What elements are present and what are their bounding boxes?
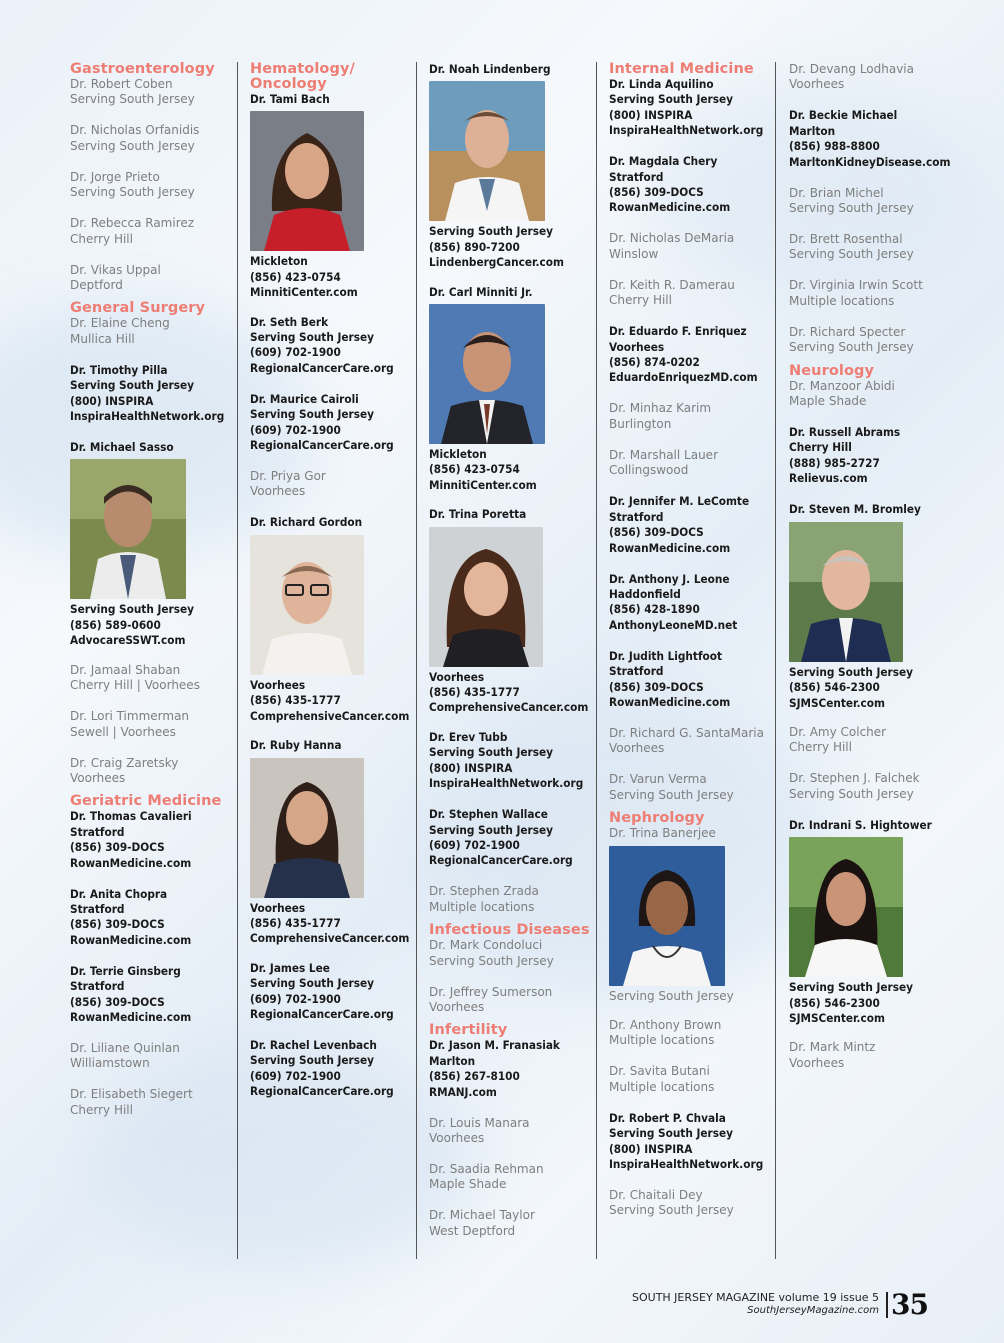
doctor-name: Dr. Seth Berk (250, 314, 329, 329)
doctor-phone: (800) INSPIRA (609, 107, 693, 122)
doctor-location: Voorhees (609, 339, 665, 354)
doctor-location: Serving South Jersey (250, 976, 374, 991)
doctor-name: Dr. Elaine Cheng (70, 316, 170, 331)
column-divider (775, 62, 776, 1259)
doctor-website: RegionalCancerCare.org (250, 1084, 394, 1099)
doctor-name: Dr. Craig Zaretsky (70, 755, 179, 770)
column-divider (596, 62, 597, 1259)
doctor-name: Dr. Savita Butani (609, 1064, 710, 1079)
doctor-location: Serving South Jersey (609, 92, 733, 107)
doctor-name: Dr. Anita Chopra (70, 886, 168, 901)
doctor-location: Voorhees (609, 741, 665, 756)
doctor-location: Serving South Jersey (789, 980, 913, 995)
doctor-website: EduardoEnriquezMD.com (609, 370, 758, 385)
doctor-listing (429, 807, 594, 869)
doctor-phone: (856) 546-2300 (789, 995, 880, 1010)
doctor-location: Cherry Hill (789, 740, 852, 755)
doctor-phone: (609) 702-1900 (250, 422, 341, 437)
doctor-name: Dr. Liliane Quinlan (70, 1040, 180, 1055)
doctor-name: Dr. Minhaz Karim (609, 401, 712, 416)
doctor-listing (789, 379, 989, 410)
doctor-listing (70, 440, 230, 649)
doctor-listing (789, 725, 989, 756)
doctor-listing (609, 649, 774, 711)
doctor-phone: (856) 309-DOCS (609, 525, 704, 540)
doctor-website: MinnitiCenter.com (250, 285, 358, 300)
doctor-photo (250, 111, 364, 251)
doctor-phone: (856) 309-DOCS (609, 185, 704, 200)
doctor-name: Dr. Varun Verma (609, 772, 707, 787)
doctor-listing (789, 232, 989, 263)
doctor-location: Serving South Jersey (609, 1203, 734, 1218)
doctor-listing (789, 325, 989, 356)
doctor-listing (789, 186, 989, 217)
doctor-location: Serving South Jersey (789, 786, 914, 801)
doctor-location: West Deptford (429, 1223, 516, 1238)
doctor-listing (609, 1111, 774, 1173)
section-heading-line: Hematology/ (250, 61, 355, 77)
doctor-listing (250, 1038, 420, 1100)
column-1 (70, 62, 230, 1134)
doctor-listing (70, 1041, 230, 1072)
footer-masthead (632, 1291, 879, 1304)
section-heading-neurology: Neurology (789, 362, 875, 379)
page-number-divider (886, 1292, 888, 1318)
doctor-location: Serving South Jersey (429, 745, 553, 760)
column-4 (609, 62, 774, 1234)
doctor-phone: (856) 435-1777 (250, 915, 341, 930)
doctor-location: Serving South Jersey (789, 247, 914, 262)
doctor-listing (789, 502, 989, 711)
doctor-name: Dr. Michael Taylor (429, 1208, 535, 1223)
doctor-website: RowanMedicine.com (70, 1009, 192, 1024)
doctor-listing (609, 772, 774, 803)
doctor-name: Dr. Trina Banerjee (609, 826, 716, 841)
doctor-listing (609, 401, 774, 432)
doctor-listing (250, 469, 420, 500)
doctor-location: Cherry Hill (789, 440, 852, 455)
doctor-name: Dr. Stephen Zrada (429, 884, 539, 899)
doctor-listing (429, 1162, 594, 1193)
doctor-location: Deptford (70, 278, 123, 293)
doctor-name: Dr. Keith R. Damerau (609, 277, 735, 292)
doctor-location: Voorhees (250, 677, 306, 692)
doctor-listing (609, 494, 774, 556)
column-2 (250, 62, 420, 1115)
doctor-location: Serving South Jersey (609, 1126, 733, 1141)
doctor-location: Serving South Jersey (250, 407, 374, 422)
doctor-listing (429, 285, 594, 494)
doctor-listing (789, 108, 989, 170)
doctor-listing (609, 826, 774, 1004)
page-footer (632, 1291, 879, 1316)
doctor-phone: (856) 309-DOCS (70, 994, 165, 1009)
column-3 (429, 62, 594, 1255)
doctor-location: Voorhees (70, 770, 126, 785)
section-heading-internal-medicine: Internal Medicine (609, 61, 754, 77)
doctor-listing (609, 278, 774, 309)
doctor-listing (70, 1087, 230, 1118)
doctor-name: Dr. Erev Tubb (429, 729, 508, 744)
doctor-name: Dr. Jorge Prieto (70, 169, 160, 184)
doctor-phone: (856) 435-1777 (250, 693, 341, 708)
doctor-website: MinnitiCenter.com (429, 477, 537, 492)
doctor-location: Multiple locations (429, 899, 535, 914)
doctor-name: Dr. Brett Rosenthal (789, 232, 903, 247)
doctor-website: SJMSCenter.com (789, 1010, 885, 1025)
doctor-name: Dr. Russell Abrams (789, 425, 901, 440)
doctor-listing (250, 961, 420, 1023)
doctor-listing (609, 1188, 774, 1219)
section-heading-hematology-oncology (250, 62, 420, 92)
doctor-phone: (609) 702-1900 (250, 1068, 341, 1083)
doctor-phone: (856) 988-8800 (789, 139, 880, 154)
doctor-website: AnthonyLeoneMD.net (609, 617, 738, 632)
doctor-name: Dr. Thomas Cavalieri (70, 809, 192, 824)
doctor-photo (429, 81, 545, 221)
doctor-location: Serving South Jersey (429, 224, 553, 239)
doctor-location: Stratford (70, 824, 125, 839)
doctor-photo (789, 837, 903, 977)
doctor-name: Dr. Saadia Rehman (429, 1161, 544, 1176)
doctor-location: Mickleton (250, 254, 308, 269)
column-divider (237, 62, 238, 1259)
doctor-name: Dr. Rebecca Ramirez (70, 216, 195, 231)
doctor-listing (429, 1038, 594, 1100)
doctor-phone: (856) 309-DOCS (609, 679, 704, 694)
doctor-name: Dr. Nicholas Orfanidis (70, 123, 200, 138)
doctor-name: Dr. Devang Lodhavia (789, 62, 914, 76)
doctor-name: Dr. Robert Coben (70, 77, 173, 91)
doctor-name: Dr. Tami Bach (250, 92, 330, 106)
doctor-website: InspiraHealthNetwork.org (70, 409, 225, 424)
doctor-phone: (856) 589-0600 (70, 617, 161, 632)
doctor-phone: (856) 890-7200 (429, 239, 520, 254)
doctor-listing (429, 884, 594, 915)
doctor-name: Dr. Maurice Cairoli (250, 391, 359, 406)
doctor-website: RowanMedicine.com (609, 200, 731, 215)
doctor-website: RowanMedicine.com (70, 855, 192, 870)
doctor-name: Dr. Elisabeth Siegert (70, 1087, 193, 1102)
doctor-location: Serving South Jersey (789, 340, 914, 355)
doctor-website: ComprehensiveCancer.com (250, 708, 410, 723)
doctor-listing (609, 572, 774, 634)
doctor-location: Multiple locations (609, 1033, 715, 1048)
doctor-location: Serving South Jersey (70, 138, 195, 153)
doctor-location: Mullica Hill (70, 331, 135, 346)
doctor-website: InspiraHealthNetwork.org (609, 1157, 764, 1171)
doctor-name: Dr. Richard Specter (789, 324, 906, 339)
doctor-phone: (856) 428-1890 (609, 602, 700, 617)
doctor-location: Cherry Hill | Voorhees (70, 678, 200, 693)
doctor-name: Dr. Robert P. Chvala (609, 1110, 726, 1125)
doctor-listing (609, 154, 774, 216)
doctor-website: RegionalCancerCare.org (429, 853, 573, 868)
doctor-location: Burlington (609, 416, 672, 431)
doctor-listing (789, 425, 989, 487)
doctor-name: Dr. Terrie Ginsberg (70, 963, 181, 978)
doctor-listing (70, 809, 230, 871)
doctor-location: Serving South Jersey (789, 201, 914, 216)
doctor-name: Dr. Jamaal Shaban (70, 662, 181, 677)
doctor-listing (609, 1018, 774, 1049)
doctor-location: Haddonfield (609, 586, 681, 601)
doctor-location: Voorhees (429, 669, 485, 684)
doctor-listing (429, 507, 594, 716)
doctor-location: Stratford (609, 664, 664, 679)
doctor-listing (789, 278, 989, 309)
doctor-location: Serving South Jersey (789, 664, 913, 679)
doctor-location: Multiple locations (789, 293, 895, 308)
doctor-phone: (856) 546-2300 (789, 680, 880, 695)
section-heading-infertility: Infertility (429, 1022, 508, 1039)
doctor-location: Serving South Jersey (429, 822, 553, 837)
doctor-name: Dr. Nicholas DeMaria (609, 231, 735, 246)
doctor-listing (429, 730, 594, 792)
section-heading-line: Oncology (250, 76, 327, 92)
doctor-listing (70, 756, 230, 787)
doctor-website: ComprehensiveCancer.com (250, 931, 410, 946)
doctor-listing (250, 515, 420, 724)
doctor-phone: (856) 423-0754 (429, 462, 520, 477)
doctor-website: InspiraHealthNetwork.org (609, 123, 764, 138)
doctor-website: RegionalCancerCare.org (250, 360, 394, 375)
section-heading-infectious-diseases: Infectious Diseases (429, 922, 590, 939)
doctor-name: Dr. Judith Lightfoot (609, 648, 722, 663)
doctor-name: Dr. Trina Poretta (429, 507, 527, 522)
doctor-location: Marlton (429, 1053, 476, 1068)
doctor-website: RowanMedicine.com (609, 694, 731, 709)
doctor-website: RowanMedicine.com (609, 540, 731, 555)
doctor-listing (789, 771, 989, 802)
doctor-listing (250, 315, 420, 377)
doctor-name: Dr. Linda Aquilino (609, 77, 714, 91)
doctor-location: Voorhees (429, 1130, 485, 1145)
doctor-location: Voorhees (789, 1055, 845, 1070)
doctor-name: Dr. Richard G. SantaMaria (609, 725, 764, 740)
doctor-website: MarltonKidneyDisease.com (789, 154, 951, 169)
page-number: 35 (891, 1288, 928, 1321)
doctor-name: Dr. Mark Condoluci (429, 938, 543, 953)
doctor-listing (609, 231, 774, 262)
doctor-location: Stratford (70, 901, 125, 916)
doctor-phone: (856) 309-DOCS (70, 840, 165, 855)
doctor-name: Dr. Anthony Brown (609, 1017, 722, 1032)
doctor-name: Dr. James Lee (250, 960, 330, 975)
doctor-phone: (856) 267-8100 (429, 1069, 520, 1084)
doctor-name: Dr. Eduardo F. Enriquez (609, 324, 747, 339)
doctor-website: Relievus.com (789, 471, 868, 486)
doctor-website: RegionalCancerCare.org (250, 438, 394, 453)
doctor-name: Dr. Anthony J. Leone (609, 571, 730, 586)
section-heading-geriatric-medicine: Geriatric Medicine (70, 793, 222, 810)
doctor-location: Williamstown (70, 1056, 150, 1071)
doctor-location: Serving South Jersey (250, 330, 374, 345)
doctor-name: Dr. Louis Manara (429, 1115, 530, 1130)
doctor-location: Voorhees (250, 900, 306, 915)
doctor-photo (250, 535, 364, 675)
doctor-listing (70, 316, 230, 347)
doctor-listing (70, 123, 230, 154)
doctor-name: Dr. Manzoor Abidi (789, 378, 895, 393)
doctor-photo (70, 459, 186, 599)
doctor-location: Winslow (609, 246, 659, 261)
doctor-location: Maple Shade (789, 394, 867, 409)
doctor-name: Dr. Noah Lindenberg (429, 62, 551, 76)
magazine-name: SOUTH JERSEY MAGAZINE (632, 1291, 775, 1304)
doctor-listing (789, 62, 989, 93)
doctor-location: Marlton (789, 123, 836, 138)
doctor-name: Dr. Beckie Michael (789, 108, 898, 123)
doctor-location: Cherry Hill (609, 293, 672, 308)
section-heading-nephrology: Nephrology (609, 810, 705, 827)
doctor-listing (789, 818, 989, 1027)
doctor-listing (70, 663, 230, 694)
doctor-listing (70, 887, 230, 949)
doctor-location: Voorhees (789, 77, 845, 92)
doctor-name: Dr. Chaitali Dey (609, 1188, 703, 1202)
doctor-website: RegionalCancerCare.org (250, 1006, 394, 1021)
doctor-listing (609, 324, 774, 386)
doctor-name: Dr. Jason M. Franasiak (429, 1038, 560, 1053)
doctor-website: SJMSCenter.com (789, 695, 885, 710)
doctor-name: Dr. Timothy Pilla (70, 362, 168, 377)
doctor-website: InspiraHealthNetwork.org (429, 776, 584, 791)
doctor-name: Dr. Magdala Chery (609, 154, 718, 169)
doctor-location: Maple Shade (429, 1177, 507, 1192)
column-5 (789, 62, 989, 1087)
doctor-phone: (609) 702-1900 (250, 345, 341, 360)
doctor-location: Stratford (70, 979, 125, 994)
doctor-website: RowanMedicine.com (70, 932, 192, 947)
doctor-location: Serving South Jersey (70, 378, 194, 393)
section-heading-gastroenterology: Gastroenterology (70, 61, 215, 77)
doctor-name: Dr. Virginia Irwin Scott (789, 278, 923, 293)
doctor-phone: (856) 309-DOCS (70, 917, 165, 932)
doctor-name: Dr. Mark Mintz (789, 1040, 876, 1055)
doctor-listing (70, 964, 230, 1026)
doctor-name: Dr. Lori Timmerman (70, 709, 190, 724)
doctor-name: Dr. Jennifer M. LeComte (609, 494, 750, 509)
doctor-listing (609, 1064, 774, 1095)
doctor-location: Stratford (609, 509, 664, 524)
doctor-listing (70, 363, 230, 425)
doctor-listing (70, 77, 230, 108)
doctor-phone: (609) 702-1900 (429, 837, 520, 852)
doctor-name: Dr. Steven M. Bromley (789, 502, 921, 517)
doctor-name: Dr. Priya Gor (250, 469, 326, 484)
issue-label: issue 5 (840, 1291, 880, 1304)
doctor-name: Dr. Richard Gordon (250, 515, 363, 530)
doctor-location: Serving South Jersey (70, 92, 195, 107)
doctor-name: Dr. Indrani S. Hightower (789, 817, 932, 832)
doctor-location: Serving South Jersey (429, 953, 554, 968)
doctor-listing (609, 726, 774, 757)
doctor-listing (609, 77, 774, 139)
doctor-location: Serving South Jersey (70, 185, 195, 200)
doctor-name: Dr. Vikas Uppal (70, 262, 161, 277)
doctor-location: Voorhees (429, 999, 485, 1014)
section-heading-general-surgery: General Surgery (70, 300, 206, 317)
doctor-name: Dr. Brian Michel (789, 185, 884, 200)
volume-label: volume 19 (778, 1291, 837, 1304)
doctor-website: AdvocareSSWT.com (70, 633, 186, 648)
doctor-location: Collingswood (609, 463, 689, 478)
doctor-phone: (800) INSPIRA (609, 1141, 693, 1156)
doctor-listing (70, 216, 230, 247)
doctor-photo (429, 304, 545, 444)
doctor-website: LindenbergCancer.com (429, 255, 564, 270)
doctor-name: Dr. Amy Colcher (789, 724, 887, 739)
doctor-name: Dr. Stephen J. Falchek (789, 771, 920, 786)
doctor-phone: (856) 423-0754 (250, 269, 341, 284)
doctor-listing (429, 985, 594, 1016)
doctor-phone: (888) 985-2727 (789, 455, 880, 470)
doctor-photo (789, 522, 903, 662)
doctor-website: RMANJ.com (429, 1084, 497, 1099)
doctor-phone: (609) 702-1900 (250, 991, 341, 1006)
doctor-phone: (856) 435-1777 (429, 685, 520, 700)
doctor-listing (429, 1208, 594, 1239)
doctor-location: Serving South Jersey (609, 988, 734, 1003)
doctor-listing (429, 938, 594, 969)
doctor-location: Serving South Jersey (609, 787, 734, 802)
footer-url: SouthJerseyMagazine.com (747, 1305, 880, 1316)
doctor-name: Dr. Carl Minniti Jr. (429, 284, 533, 299)
doctor-listing (70, 709, 230, 740)
doctor-name: Dr. Marshall Lauer (609, 447, 718, 462)
doctor-website: ComprehensiveCancer.com (429, 700, 589, 715)
doctor-location: Voorhees (250, 484, 306, 499)
doctor-location: Cherry Hill (70, 231, 133, 246)
doctor-photo (429, 527, 543, 667)
doctor-name: Dr. Jeffrey Sumerson (429, 984, 553, 999)
doctor-name: Dr. Stephen Wallace (429, 807, 548, 822)
doctor-phone: (800) INSPIRA (70, 393, 154, 408)
doctor-listing (429, 62, 594, 271)
doctor-listing (609, 448, 774, 479)
doctor-location: Multiple locations (609, 1079, 715, 1094)
doctor-location: Serving South Jersey (250, 1053, 374, 1068)
doctor-location: Sewell | Voorhees (70, 724, 176, 739)
doctor-listing (70, 263, 230, 294)
doctor-name: Dr. Michael Sasso (70, 440, 174, 455)
doctor-location: Cherry Hill (70, 1102, 133, 1117)
doctor-location: Stratford (609, 169, 664, 184)
doctor-listing (250, 92, 420, 301)
doctor-listing (70, 170, 230, 201)
doctor-photo (609, 846, 725, 986)
doctor-name: Dr. Rachel Levenbach (250, 1037, 377, 1052)
doctor-name: Dr. Ruby Hanna (250, 738, 342, 753)
doctor-phone: (800) INSPIRA (429, 760, 513, 775)
doctor-location: Serving South Jersey (70, 602, 194, 617)
doctor-listing (789, 1040, 989, 1071)
doctor-photo (250, 758, 364, 898)
doctor-phone: (856) 874-0202 (609, 355, 700, 370)
doctor-listing (429, 1116, 594, 1147)
doctor-listing (250, 392, 420, 454)
doctor-listing (250, 738, 420, 947)
doctor-location: Mickleton (429, 447, 487, 462)
